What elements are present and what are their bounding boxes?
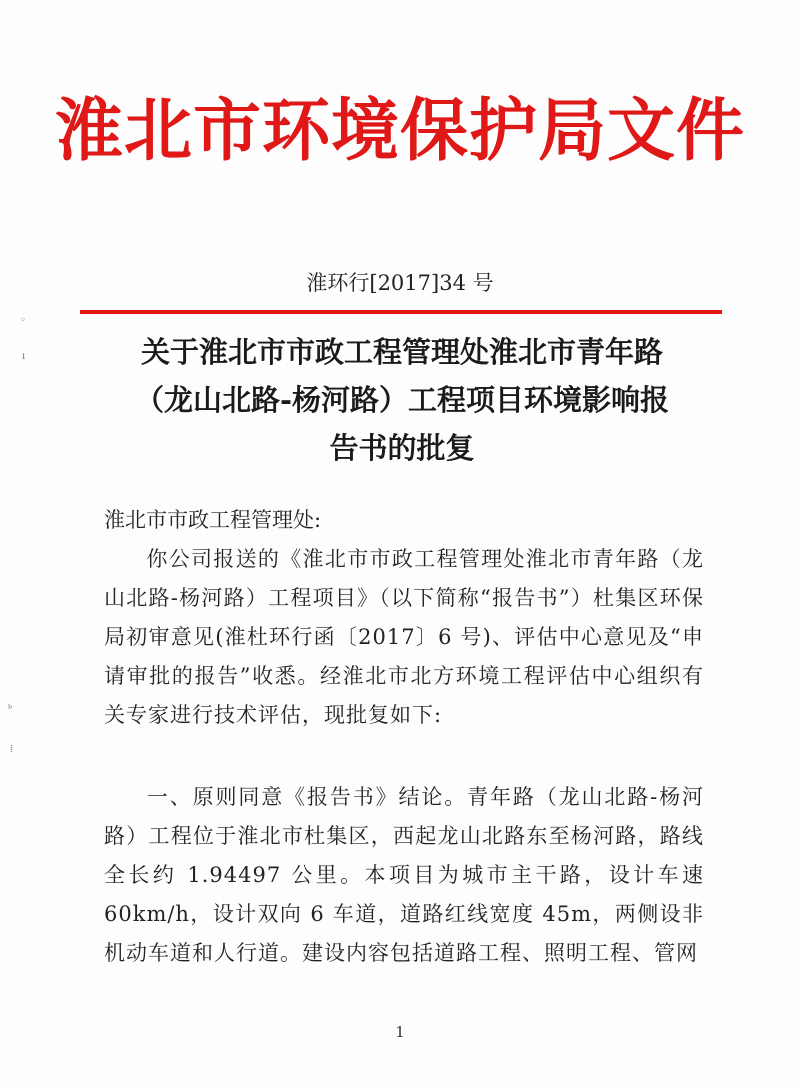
salutation: 淮北市市政工程管理处: xyxy=(104,508,322,532)
page-number: 1 xyxy=(395,1023,405,1041)
subject-line-2: （龙山北路-杨河路）工程项目环境影响报 xyxy=(134,383,670,417)
subject-line-1: 关于淮北市市政工程管理处淮北市青年路 xyxy=(140,335,663,369)
margin-mark: ⁞ xyxy=(10,744,13,755)
issuer-header: 淮北市环境保护局文件 xyxy=(54,92,745,171)
paragraph-text: 你公司报送的《淮北市市政工程管理处淮北市青年路（龙山北路-杨河路）工程项目》（以下简称“报告书”）杜集区环保局初审意见(淮杜环行函〔2017〕6 号)、评估中心意见及“申请审批的报告”收悉。经淮北市北方环境工程评估中心组织有关专家进行技术评估，现批复如下: xyxy=(104,547,704,727)
document-subject xyxy=(84,328,720,472)
document-number: 淮环行[2017]34 号 xyxy=(306,271,494,295)
body-paragraph xyxy=(104,778,704,973)
red-divider-line xyxy=(80,310,722,314)
margin-mark: ᵇ xyxy=(8,704,12,715)
body-paragraph xyxy=(104,540,704,735)
subject-line-3: 告书的批复 xyxy=(329,431,475,465)
paragraph-text: 一、原则同意《报告书》结论。青年路（龙山北路-杨河路）工程位于淮北市杜集区，西起龙山北路东至杨河路，路线全长约 1.94497 公里。本项目为城市主干路，设计车速60km/h，设计双向 6 车道，道路红线宽度 45m，两侧设非机动车道和人行道。建设内容包括道路工程、照明工程、管网 xyxy=(104,785,704,965)
margin-mark: ◦ xyxy=(20,315,26,326)
margin-mark: ı xyxy=(22,351,26,362)
